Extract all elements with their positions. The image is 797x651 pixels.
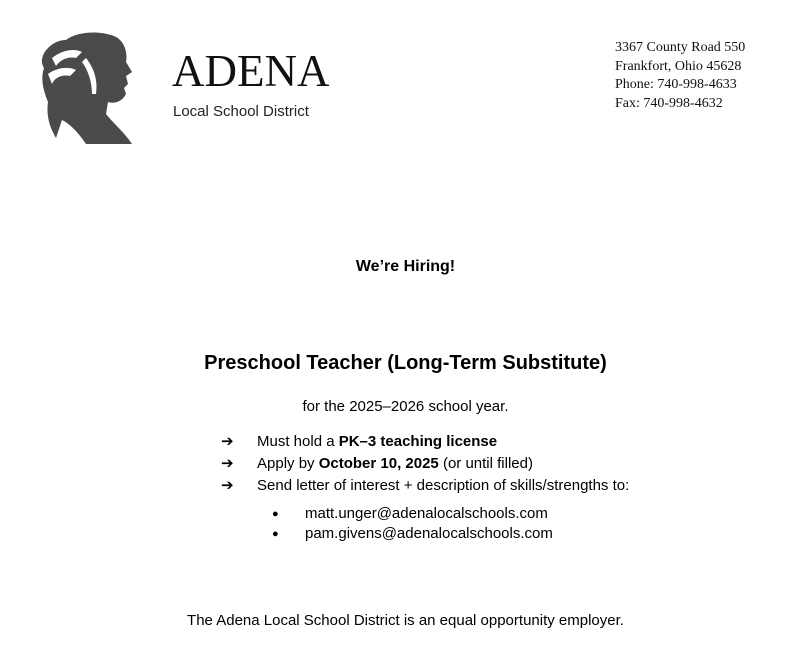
deadline-date: October 10, 2025 [318,455,439,472]
hiring-heading: We’re Hiring! [355,258,456,275]
address-block [615,39,745,113]
address-street: 3367 County Road 550 [615,40,746,55]
logo-chief-head-icon [36,28,136,146]
district-subtitle: Local School District [173,103,309,120]
flyer-page: ADENA Local School District 3367 County Road 550 Frankfort, Ohio 45628 Phone: 740-998-4633 Fax: 740-998-4632 We’re Hiring! Preschool Teacher (Long-Term Substitute) for the 2025–2026 school year. ➔ Must hold a PK–3 teaching license ➔ Apply by October 10, 2025 (or until filled) ➔ Send letter of interest + description of skills/strengths to: ● matt.unger@adenalocalschools.com ● pam.givens@adenalocalschools.com The Adena Local School District is an equal opportunity employer. [0,0,797,651]
email-link[interactable]: matt.unger@adenalocalschools.com [305,505,548,522]
district-name: ADENA [172,46,330,96]
bullet-icon: ● [272,528,279,540]
arrow-icon: ➔ [221,477,234,494]
address-fax: Fax: 740-998-4632 [615,95,723,111]
eoe-statement: The Adena Local School District is an equal opportunity employer. [187,612,624,629]
job-title: Preschool Teacher (Long-Term Substitute) [204,352,607,374]
bullet-icon: ● [272,508,279,520]
arrow-icon: ➔ [221,455,234,472]
email-link[interactable]: pam.givens@adenalocalschools.com [305,525,553,542]
address-city: Frankfort, Ohio 45628 [615,58,742,74]
address-phone: Phone: 740-998-4633 [615,77,737,92]
license-requirement: PK–3 teaching license [338,433,498,450]
school-year: for the 2025–2026 school year. [302,398,509,415]
arrow-icon: ➔ [221,433,234,450]
